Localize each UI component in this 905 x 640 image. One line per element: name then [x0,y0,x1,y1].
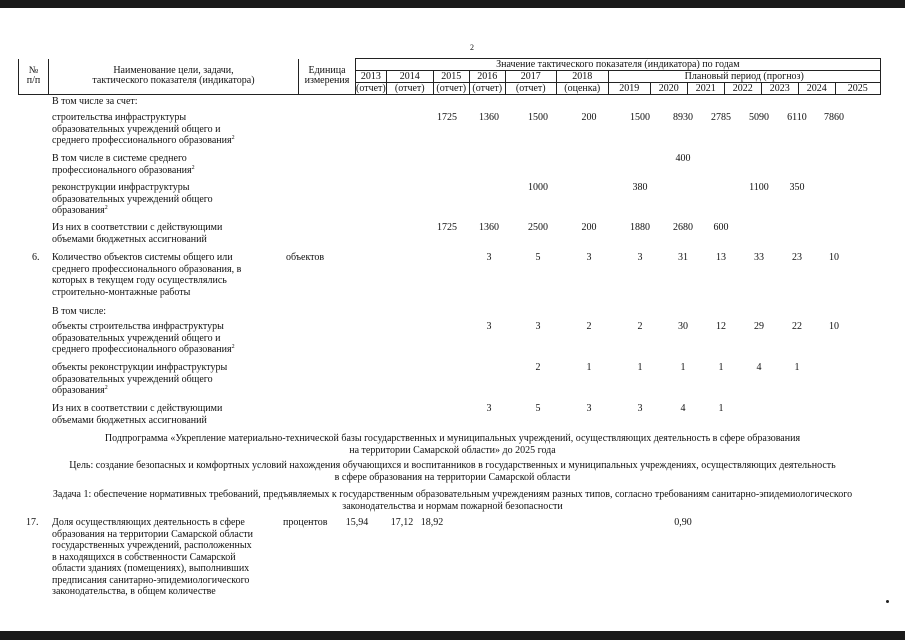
page-number: 2 [470,43,474,52]
value-cell: 1725 [437,112,457,123]
value-cell: 200 [581,222,597,233]
value-cell: 1880 [630,222,650,233]
indicator-name: Доля осуществляющих деятельность в сфере образования на территории Самарской области государственных учреждений, расположенных в находящихся в собственности Самарской области зданиях (помещениях), выполнивших предписания санитарно-эпидемиологического законодательства, в общем количестве [52,517,254,597]
value-cell: 4 [680,403,686,414]
value-cell: 18,92 [420,517,444,528]
value-cell: 380 [632,182,648,193]
value-cell: 400 [675,153,691,164]
footnote-mark: 2 [104,205,108,211]
indicator-name-text: Из них в соответствии с действующими объемами бюджетных ассигнований [52,403,223,426]
value-cell: 2 [586,321,592,332]
value-cell: 15,94 [345,517,369,528]
goal-text: Цель: создание безопасных и комфортных условий нахождения обучающихся и воспитанников в государственных и муниципальных учреждениях, осуществляющих деятельность в сфере образования на территории Самарской области [69,460,836,483]
unit-cell: процентов [283,517,328,528]
value-cell: 3 [486,321,492,332]
value-cell: 7860 [824,112,844,123]
indicator-name [52,321,287,356]
value-cell: 3 [637,403,643,414]
value-cell: 3 [637,252,643,263]
footnote-mark: 2 [231,344,235,350]
value-cell: 2785 [711,112,731,123]
indicator-name [52,403,287,426]
indicator-name-text: объекты реконструкции инфраструктуры образовательных учреждений общего образования [52,362,228,396]
value-cell: 29 [754,321,764,332]
value-cell: 2 [637,321,643,332]
scan-speck [886,600,889,603]
header-year-2018: 2018 [556,71,608,83]
value-cell: 10 [829,252,839,263]
indicator-name-text: объекты строительства инфраструктуры образовательных учреждений общего и среднего профессионального образования [52,321,232,355]
header-year-2022: 2022 [724,83,761,95]
header-year-note: (отчет) [469,83,505,95]
value-cell: 1 [637,362,643,373]
value-cell: 1 [680,362,686,373]
value-cell: 200 [581,112,597,123]
value-cell: 3 [535,321,541,332]
header-year-2016: 2016 [469,71,505,83]
value-cell: 33 [754,252,764,263]
footnote-mark: 2 [104,385,108,391]
value-cell: 1725 [437,222,457,233]
indicator-name-text: реконструкции инфраструктуры образовательных учреждений общего образования [52,182,213,216]
value-cell: 5090 [749,112,769,123]
header-num: № п/п [19,59,49,95]
header-year-2020: 2020 [650,83,687,95]
indicator-name [52,112,287,147]
value-cell: 1 [586,362,592,373]
indicator-name [52,222,287,245]
value-cell: 5 [535,252,541,263]
value-cell: 1 [794,362,800,373]
header-year-2021: 2021 [687,83,724,95]
subprogram-title: Подпрограмма «Укрепление материально-технической базы государственных и муниципальных учреждений, осуществляющих деятельность в сфере образования на территории Самарской области» до 2025 года [104,433,801,456]
value-cell: 1500 [630,112,650,123]
header-year-note: (отчет) [356,82,386,94]
indicator-name [52,306,287,318]
header-year-note: (оценка) [556,83,608,95]
value-cell: 8930 [673,112,693,123]
value-cell: 23 [792,252,802,263]
header-year-2019: 2019 [608,83,650,95]
value-cell: 1360 [479,222,499,233]
value-cell: 22 [792,321,802,332]
value-cell: 5 [535,403,541,414]
value-cell: 3 [486,252,492,263]
value-cell: 10 [829,321,839,332]
value-cell: 1500 [528,112,548,123]
value-cell: 3 [486,403,492,414]
value-cell: 600 [713,222,729,233]
indicator-name [52,182,287,217]
value-cell: 3 [586,252,592,263]
value-cell: 1 [718,362,724,373]
value-cell: 2680 [673,222,693,233]
header-values-title: Значение тактического показателя (индикатора) по годам [356,59,881,71]
header-year-2017: 2017 [505,71,556,83]
header-year-2024: 2024 [798,83,835,95]
value-cell: 1 [718,403,724,414]
header-year-2015: 2015 [433,71,469,83]
value-cell: 1000 [528,182,548,193]
header-year-note: (отчет) [433,83,469,95]
value-cell: 2500 [528,222,548,233]
scan-top-edge [0,0,905,8]
value-cell: 350 [789,182,805,193]
header-planned-period: Плановый период (прогноз) [608,71,880,83]
footnote-mark: 2 [231,135,235,141]
header-year-2023: 2023 [761,83,798,95]
header-name: Наименование цели, задачи, тактического показателя (индикатора) [49,59,299,95]
row-number: 17. [26,517,39,528]
header-year-note: (отчет) [386,83,433,95]
task-text: Задача 1: обеспечение нормативных требований, предъявляемых к государственным образовательным учреждениям разных типов, согласно требованиям санитарно-эпидемиологического законодательства и нормам пожарной безопасности [52,489,853,512]
indicator-name [52,362,287,397]
header-year-2014: 2014 [386,71,433,83]
indicator-name-text: строительства инфраструктуры образовательных учреждений общего и среднего профессионального образования [52,112,232,146]
indicator-name [52,96,287,108]
value-cell: 13 [716,252,726,263]
value-cell: 3 [586,403,592,414]
indicator-name-text: В том числе за счет: [52,96,138,107]
header-unit: Единица измерения [299,59,356,95]
value-cell: 1360 [479,112,499,123]
indicator-name-text: В том числе в системе среднего профессионального образования [52,153,192,176]
header-year-note: (отчет) [505,83,556,95]
indicator-name-text: В том числе: [52,306,107,317]
table-header [18,58,881,95]
row-number: 6. [32,252,40,263]
header-year-2025: 2025 [835,83,880,95]
value-cell: 4 [756,362,762,373]
value-cell: 0,90 [674,517,692,528]
value-cell: 1100 [749,182,769,193]
indicator-name [52,153,287,176]
scan-bottom-edge [0,631,905,640]
unit-cell: объектов [286,252,325,263]
indicator-name-text: Количество объектов системы общего или среднего профессионального образования, в которых в текущем году осуществлялись строительно-монтажные работы [52,252,242,298]
value-cell: 17,12 [390,517,414,528]
value-cell: 12 [716,321,726,332]
value-cell: 30 [678,321,688,332]
indicator-name-text: Из них в соответствии с действующими объемами бюджетных ассигнований [52,222,223,245]
value-cell: 31 [678,252,688,263]
value-cell: 6110 [787,112,807,123]
indicator-name [52,252,287,298]
value-cell: 2 [535,362,541,373]
footnote-mark: 2 [191,164,195,171]
header-year-2013: 2013 [356,71,387,83]
